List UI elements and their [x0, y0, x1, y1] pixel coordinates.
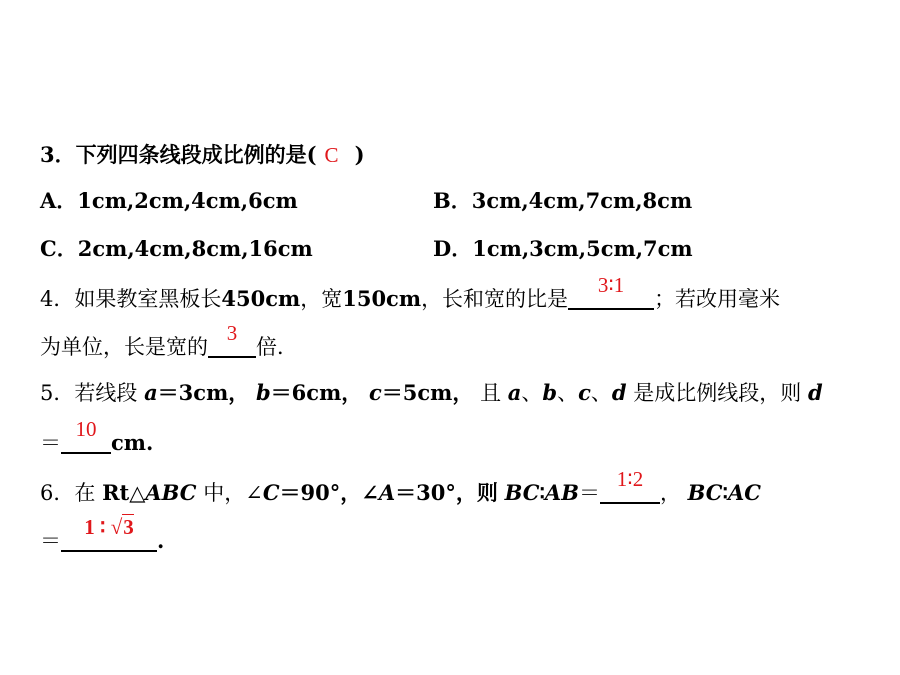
q4-blank-1 — [568, 273, 654, 310]
q6-answer-2: 1 ∶ √3 — [84, 515, 134, 539]
q6-blank-1 — [600, 467, 660, 504]
q3-options-row-1 — [40, 186, 693, 216]
q5-blank — [61, 417, 111, 454]
question-6-line-2: ＝ 1 ∶ √3 . — [40, 524, 164, 556]
q3-stem: 3．下列四条线段成比例的是( — [40, 142, 317, 167]
question-5-line-1: 5．若线段 a＝3cm， b＝6cm， c＝5cm， 且 a、b、c、d 是成比例线段，则 d — [40, 380, 823, 405]
q3-options-row-2 — [40, 234, 693, 264]
q6-blank-2 — [61, 515, 157, 552]
question-3 — [40, 140, 365, 170]
question-4-line-2: 为单位，长是宽的 3 倍． — [40, 330, 298, 362]
q5-answer: 10 — [75, 417, 97, 441]
q4-blank-2 — [208, 321, 256, 358]
q6-answer-1: 1∶2 — [616, 467, 644, 491]
q3-option-b: B．3cm,4cm,7cm,8cm — [433, 188, 693, 213]
q4-answer-1: 3∶1 — [597, 273, 625, 297]
q4-answer-2: 3 — [226, 321, 238, 345]
question-4-line-1: 4．如果教室黑板长450cm，宽150cm，长和宽的比是 3∶1 ；若改用毫米 — [40, 282, 780, 314]
question-6-line-1: 6．在 Rt△ABC 中，∠C＝90°，∠A＝30°，则 BC∶AB＝ 1∶2 ， BC∶AC — [40, 476, 761, 508]
q3-option-c: C．2cm,4cm,8cm,16cm — [40, 236, 313, 261]
q3-close: ) — [354, 142, 365, 167]
q3-option-a: A．1cm,2cm,4cm,6cm — [40, 188, 298, 213]
question-5-line-2: ＝ 10 cm. — [40, 426, 153, 458]
q3-answer: C — [324, 143, 339, 167]
q3-option-d: D．1cm,3cm,5cm,7cm — [433, 236, 693, 261]
